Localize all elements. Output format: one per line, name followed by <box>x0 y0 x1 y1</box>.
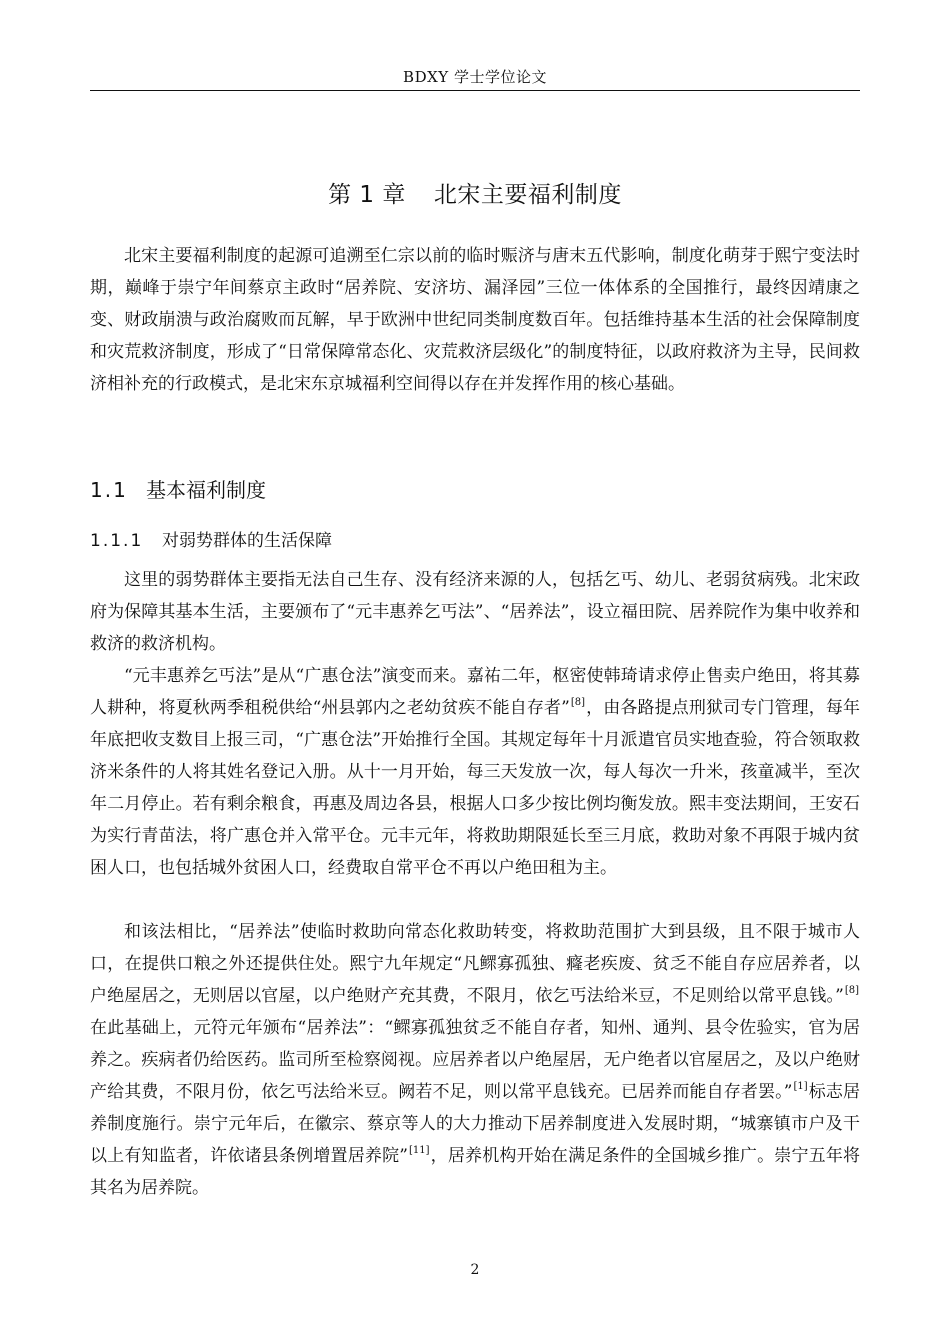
paragraph-text: ，居养机构开始在满足条件的全国城乡推广。崇宁五年将其名为居养院。 <box>90 1146 860 1198</box>
citation-ref: [11] <box>408 1145 430 1156</box>
chapter-title <box>90 176 860 209</box>
paragraph-text: 在此基础上，元符元年颁布“居养法”：“鳏寡孤独贫乏不能自存者，知州、通判、县令佐验实，官为居养之。疾病者仍给医药。监司所至检察阅视。应居养者以户绝屋居，无户绝者以官屋居之，及以户绝财产给其费，不限月份，依乞丐法给米豆。阙若不足，则以常平息钱充。已居养而能自存者罢。” <box>90 1018 860 1102</box>
section-number: 1.1 <box>90 478 128 502</box>
header-rule <box>90 90 860 91</box>
page-number: 2 <box>470 1262 480 1278</box>
body-paragraph-3 <box>90 916 860 1204</box>
paragraph-text: “元丰惠养乞丐法”是从“广惠仓法”演变而来。嘉祐二年，枢密使韩琦请求停止售卖户绝田，将其募人耕种，将夏秋两季租税供给“州县郭内之老幼贫疾不能自存者” <box>90 666 860 718</box>
intro-paragraph: 北宋主要福利制度的起源可追溯至仁宗以前的临时赈济与唐末五代影响，制度化萌芽于熙宁变法时期，巅峰于崇宁年间蔡京主政时“居养院、安济坊、漏泽园”三位一体体系的全国推行，最终因靖康之变、财政崩溃与政治腐败而瓦解，早于欧洲中世纪同类制度数百年。包括维持基本生活的社会保障制度和灾荒救济制度，形成了“日常保障常态化、灾荒救济层级化”的制度特征，以政府救济为主导，民间救济相补充的行政模式，是北宋东京城福利空间得以存在并发挥作用的核心基础。 <box>90 246 860 394</box>
paragraph-text: 和该法相比，“居养法”使临时救助向常态化救助转变，将救助范围扩大到县级，且不限于城市人口，在提供口粮之外还提供住处。熙宁九年规定“凡鳏寡孤独、癃老疾废、贫乏不能自存应居养者，以户绝屋居之，无则居以官屋，以户绝财产充其费，不限月，依乞丐法给米豆，不足则给以常平息钱。” <box>90 922 860 1006</box>
paragraph-text: 标志居养制度施行。崇宁元年后，在徽宗、蔡京等人的大力推动下居养制度进入发展时期，“城寨镇市户及干以上有知监者，许依诸县条例增置居养院” <box>90 1082 860 1166</box>
section-heading <box>90 474 266 503</box>
subsection-heading <box>90 526 332 551</box>
subsection-number: 1.1.1 <box>90 531 144 551</box>
citation-ref: [8] <box>844 985 859 996</box>
body-paragraph-1: 这里的弱势群体主要指无法自己生存、没有经济来源的人，包括乞丐、幼儿、老弱贫病残。北宋政府为保障其基本生活，主要颁布了“元丰惠养乞丐法”、“居养法”，设立福田院、居养院作为集中收养和救济的救济机构。 <box>90 570 860 654</box>
section-title: 基本福利制度 <box>146 478 266 502</box>
citation-ref: [8] <box>570 697 586 708</box>
citation-ref: [1] <box>793 1081 808 1092</box>
body-paragraph-2 <box>90 660 860 884</box>
paragraph-text: ，由各路提点刑狱司专门管理，每年年底把收支数目上报三司，“广惠仓法”开始推行全国。其规定每年十月派遣官员实地查验，符合领取救济米条件的人将其姓名登记入册。从十一月开始，每三天发放一次，每人每次一升米，孩童减半，至次年二月停止。若有剩余粮食，再惠及周边各县，根据人口多少按比例均衡发放。熙丰变法期间，王安石为实行青苗法，将广惠仓并入常平仓。元丰元年，将救助期限延长至三月底，救助对象不再限于城内贫困人口，也包括城外贫困人口，经费取自常平仓不再以户绝田租为主。 <box>90 698 860 878</box>
page-header: BDXY 学士学位论文 <box>403 68 547 86</box>
chapter-title-text: 北宋主要福利制度 <box>433 182 622 208</box>
chapter-number: 第 1 章 <box>328 182 406 208</box>
subsection-title: 对弱势群体的生活保障 <box>162 531 332 551</box>
